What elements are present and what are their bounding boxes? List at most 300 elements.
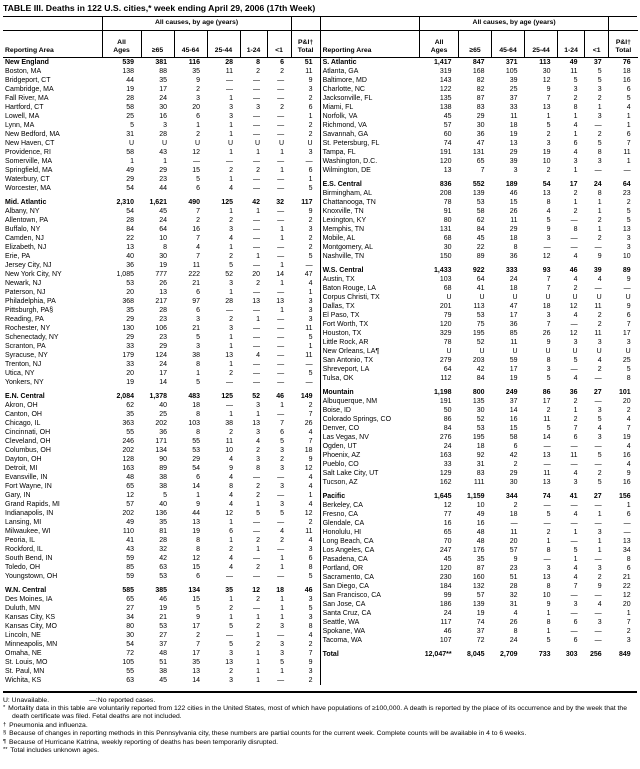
value-cell: 483: [188, 392, 200, 400]
col-header-65plus: ≥65: [141, 30, 174, 57]
value-cell: 19: [542, 148, 551, 156]
value-cell: 31: [476, 460, 485, 468]
value-cell: 37: [509, 94, 518, 102]
city-row: [321, 329, 638, 338]
header-group-row: [3, 17, 320, 30]
value-cell: 5: [626, 207, 631, 215]
value-cell: —: [594, 555, 602, 563]
value-cell: 17: [159, 85, 167, 93]
city-row: [3, 482, 320, 491]
value-cell: U: [572, 347, 578, 355]
reporting-area-cell: St. Paul, MN: [5, 667, 45, 675]
city-row: [321, 451, 638, 460]
value-cell: 4: [573, 469, 578, 477]
reporting-area-cell: Mid. Atlantic: [5, 198, 47, 206]
value-cell: 39: [593, 266, 602, 274]
value-cell: 11: [510, 112, 518, 120]
value-cell: 2: [256, 67, 260, 75]
city-row: [321, 537, 638, 546]
value-cell: 30: [159, 252, 167, 260]
value-cell: 138: [439, 103, 452, 111]
value-cell: 7: [573, 424, 578, 432]
value-cell: 13: [225, 351, 233, 359]
city-row: [3, 351, 320, 360]
value-cell: 117: [301, 198, 313, 206]
reporting-area-cell: Somerville, MA: [5, 157, 53, 165]
value-cell: 58: [476, 207, 485, 215]
value-cell: 6: [196, 572, 200, 580]
reporting-area-cell: Scranton, PA: [5, 342, 46, 350]
value-cell: 3: [229, 324, 233, 332]
value-cell: 1: [256, 676, 260, 684]
value-cell: —: [543, 501, 551, 509]
value-cell: 49: [569, 58, 578, 66]
value-cell: 4: [229, 500, 233, 508]
reporting-area-cell: Providence, RI: [5, 148, 51, 156]
value-cell: U: [128, 139, 134, 147]
value-cell: 79: [443, 311, 452, 319]
city-row: [3, 306, 320, 315]
value-cell: 16: [159, 112, 167, 120]
value-cell: 41: [569, 492, 578, 500]
value-cell: 18: [542, 302, 551, 310]
value-cell: U: [545, 293, 551, 301]
value-cell: 1,159: [467, 492, 485, 500]
value-cell: 3: [597, 85, 602, 93]
value-cell: 3: [229, 112, 233, 120]
value-cell: 2: [597, 94, 602, 102]
value-cell: 2: [196, 130, 200, 138]
value-cell: 21: [192, 279, 200, 287]
region-total-row: [321, 57, 638, 67]
city-row: [3, 545, 320, 554]
value-cell: 40: [126, 252, 134, 260]
header-cols-row: [3, 30, 320, 57]
value-cell: 3: [597, 433, 602, 441]
value-cell: 65: [476, 157, 485, 165]
value-cell: —: [253, 306, 260, 314]
value-cell: 5: [308, 604, 313, 612]
value-cell: 3: [196, 315, 200, 323]
value-cell: —: [226, 572, 233, 580]
value-cell: 1: [573, 555, 578, 563]
value-cell: 5: [597, 415, 602, 423]
city-row: [3, 437, 320, 446]
value-cell: —: [570, 243, 578, 251]
value-cell: —: [277, 369, 285, 377]
city-row: [321, 139, 638, 148]
value-cell: 2,709: [500, 650, 518, 658]
value-cell: U: [279, 139, 285, 147]
value-cell: U: [596, 347, 602, 355]
value-cell: 21: [622, 573, 631, 581]
value-cell: 3: [229, 103, 233, 111]
value-cell: 552: [472, 180, 485, 188]
city-row: [321, 243, 638, 252]
value-cell: 6: [573, 636, 578, 644]
city-row: [321, 284, 638, 293]
value-cell: 11: [570, 451, 578, 459]
value-cell: —: [277, 410, 285, 418]
value-cell: 33: [443, 460, 452, 468]
value-cell: 3: [513, 166, 518, 174]
value-cell: U: [307, 139, 313, 147]
value-cell: 4: [597, 275, 602, 283]
value-cell: 37: [159, 640, 167, 648]
value-cell: —: [570, 519, 578, 527]
value-cell: —: [277, 184, 285, 192]
value-cell: 2: [308, 676, 313, 684]
value-cell: 5: [229, 261, 233, 269]
value-cell: 1,417: [434, 58, 452, 66]
value-cell: 7: [480, 166, 485, 174]
value-cell: —: [594, 243, 602, 251]
reporting-area-cell: Utica, NY: [5, 369, 35, 377]
region-total-row: [321, 650, 638, 659]
value-cell: U: [194, 139, 200, 147]
value-cell: 2: [229, 667, 233, 675]
value-cell: 134: [155, 446, 167, 454]
value-cell: —: [253, 604, 260, 612]
value-cell: 1: [597, 225, 602, 233]
value-cell: 27: [126, 604, 134, 612]
value-cell: 59: [126, 554, 134, 562]
value-cell: 8: [196, 428, 200, 436]
value-cell: —: [277, 473, 285, 481]
reporting-area-cell: Canton, OH: [5, 410, 42, 418]
city-row: [321, 469, 638, 478]
value-cell: —: [253, 572, 260, 580]
value-cell: 53: [159, 572, 167, 580]
reporting-area-cell: New Haven, CT: [5, 139, 55, 147]
value-cell: 8: [163, 243, 167, 251]
value-cell: 35: [225, 586, 233, 594]
value-cell: 55: [126, 428, 134, 436]
city-row: [3, 527, 320, 536]
value-cell: 8: [597, 148, 602, 156]
value-cell: 12: [569, 329, 578, 337]
reporting-area-cell: Boise, ID: [322, 406, 351, 414]
value-cell: 36: [476, 130, 485, 138]
value-cell: 1: [626, 112, 631, 120]
value-cell: 40: [159, 500, 167, 508]
value-cell: 5: [229, 622, 233, 630]
value-cell: 8: [546, 618, 551, 626]
value-cell: 2: [196, 631, 200, 639]
value-cell: 1: [256, 148, 260, 156]
reporting-area-cell: Miami, FL: [322, 103, 354, 111]
value-cell: 29: [159, 342, 167, 350]
value-cell: 6: [626, 311, 631, 319]
value-cell: U: [625, 347, 631, 355]
value-cell: 344: [505, 492, 518, 500]
value-cell: 3: [597, 157, 602, 165]
reporting-area-cell: E.S. Central: [322, 180, 362, 188]
value-cell: 4: [256, 437, 260, 445]
value-cell: 51: [159, 658, 167, 666]
value-cell: 53: [159, 622, 167, 630]
value-cell: 31: [126, 130, 134, 138]
value-cell: 12: [192, 148, 200, 156]
value-cell: 36: [509, 252, 518, 260]
value-cell: 17: [159, 369, 167, 377]
reporting-area-cell: Salt Lake City, UT: [322, 469, 379, 477]
value-cell: 3: [308, 613, 313, 621]
value-cell: 3: [280, 622, 285, 630]
value-cell: 13: [192, 518, 200, 526]
header-spacer: [3, 17, 102, 30]
value-cell: 59: [126, 572, 134, 580]
value-cell: 9: [513, 555, 518, 563]
value-cell: 4: [308, 500, 313, 508]
value-cell: 6: [626, 130, 631, 138]
value-cell: 13: [126, 243, 134, 251]
value-cell: 1: [256, 613, 260, 621]
value-cell: 6: [513, 442, 518, 450]
city-row: [3, 360, 320, 369]
city-row: [321, 618, 638, 627]
value-cell: 7: [626, 139, 631, 147]
header-group-row: [321, 17, 638, 30]
value-cell: 35: [159, 76, 167, 84]
reporting-area-cell: Grand Rapids, MI: [5, 500, 60, 508]
value-cell: 1: [280, 279, 285, 287]
value-cell: 11: [623, 148, 631, 156]
value-cell: 41: [476, 284, 485, 292]
value-cell: 3: [308, 545, 313, 553]
value-cell: 4: [229, 563, 233, 571]
value-cell: 48: [476, 528, 485, 536]
city-row: [3, 225, 320, 234]
reporting-area-cell: Total: [322, 650, 339, 658]
value-cell: 6: [573, 433, 578, 441]
value-cell: 7: [626, 424, 631, 432]
value-cell: 36: [126, 261, 134, 269]
value-cell: 86: [443, 415, 452, 423]
reporting-area-cell: Wichita, KS: [5, 676, 42, 684]
value-cell: —: [570, 627, 578, 635]
value-cell: 18: [304, 446, 313, 454]
value-cell: 42: [252, 198, 260, 206]
reporting-area-cell: Tacoma, WA: [322, 636, 362, 644]
value-cell: 28: [159, 306, 167, 314]
reporting-area-cell: Akron, OH: [5, 401, 38, 409]
city-row: [321, 85, 638, 94]
value-cell: 4: [546, 207, 551, 215]
city-row: [321, 130, 638, 139]
value-cell: 29: [126, 333, 134, 341]
value-cell: 15: [509, 424, 518, 432]
value-cell: 4: [229, 234, 233, 242]
value-cell: —: [253, 324, 260, 332]
value-cell: 9: [626, 302, 631, 310]
footnote-marker: ¶: [3, 738, 7, 745]
value-cell: 44: [126, 76, 134, 84]
value-cell: 13: [542, 451, 551, 459]
value-cell: 191: [439, 148, 452, 156]
value-cell: 77: [443, 510, 452, 518]
reporting-area-cell: Lincoln, NE: [5, 631, 41, 639]
city-row: [321, 293, 638, 302]
reporting-area-cell: Austin, TX: [322, 275, 355, 283]
city-row: [3, 473, 320, 482]
value-cell: 14: [542, 433, 551, 441]
value-cell: —: [543, 243, 551, 251]
value-cell: 35: [476, 555, 485, 563]
reporting-area-cell: Reading, PA: [5, 315, 44, 323]
legend-line: [3, 696, 637, 705]
reporting-area-cell: Las Vegas, NV: [322, 433, 369, 441]
value-cell: 30: [542, 67, 551, 75]
value-cell: 20: [509, 537, 518, 545]
value-cell: 85: [126, 563, 134, 571]
value-cell: 139: [472, 600, 485, 608]
value-cell: 9: [546, 600, 551, 608]
value-cell: 2: [256, 279, 260, 287]
city-row: [3, 563, 320, 572]
reporting-area-cell: Houston, TX: [322, 329, 362, 337]
value-cell: 51: [304, 58, 313, 66]
value-cell: 97: [192, 297, 200, 305]
value-cell: 2: [256, 482, 260, 490]
value-cell: 12: [304, 464, 313, 472]
value-cell: 3: [280, 640, 285, 648]
value-cell: 29: [476, 112, 485, 120]
value-cell: 4: [573, 121, 578, 129]
value-cell: 44: [159, 184, 167, 192]
value-cell: —: [277, 360, 285, 368]
value-cell: 5: [546, 424, 551, 432]
value-cell: U: [479, 293, 485, 301]
value-cell: 30: [126, 631, 134, 639]
city-row: [3, 216, 320, 225]
value-cell: 38: [225, 419, 233, 427]
reporting-area-cell: Detroit, MI: [5, 464, 38, 472]
value-cell: 3: [280, 482, 285, 490]
value-cell: 2: [546, 130, 551, 138]
value-cell: —: [253, 225, 260, 233]
value-cell: 28: [159, 536, 167, 544]
reporting-area-cell: San Antonio, TX: [322, 356, 374, 364]
value-cell: 26: [304, 419, 313, 427]
value-cell: —: [570, 460, 578, 468]
value-cell: 78: [443, 338, 452, 346]
value-cell: 5: [308, 184, 313, 192]
value-cell: 12: [443, 501, 452, 509]
value-cell: 5: [546, 121, 551, 129]
reporting-area-cell: New Orleans, LA¶: [322, 347, 380, 355]
value-cell: 49: [126, 518, 134, 526]
value-cell: 3: [308, 667, 313, 675]
value-cell: 847: [472, 58, 485, 66]
value-cell: —: [277, 631, 285, 639]
reporting-area-cell: Newark, NJ: [5, 279, 42, 287]
reporting-area-cell: E.N. Central: [5, 392, 45, 400]
value-cell: 5: [229, 640, 233, 648]
value-cell: 113: [539, 58, 551, 66]
value-cell: 55: [192, 437, 200, 445]
reporting-area-cell: Springfield, MA: [5, 166, 53, 174]
value-cell: 14: [509, 406, 518, 414]
value-cell: 217: [155, 297, 167, 305]
value-cell: 4: [626, 103, 631, 111]
value-cell: 1: [626, 121, 631, 129]
value-cell: 64: [622, 180, 631, 188]
reporting-area-cell: San Francisco, CA: [322, 591, 381, 599]
value-cell: 28: [126, 216, 134, 224]
footnote: ** Total includes unknown ages.: [3, 747, 100, 754]
value-cell: 1: [229, 148, 233, 156]
value-cell: 12: [304, 509, 313, 517]
value-cell: 8: [513, 627, 518, 635]
value-cell: 6: [229, 527, 233, 535]
value-cell: 111: [473, 478, 485, 486]
reporting-area-cell: Norfolk, VA: [322, 112, 358, 120]
value-cell: 12: [542, 252, 551, 260]
value-cell: 93: [542, 266, 551, 274]
value-cell: —: [277, 572, 285, 580]
reporting-area-cell: Schenectady, NY: [5, 333, 59, 341]
value-cell: 1: [229, 342, 233, 350]
value-cell: 20: [622, 600, 631, 608]
value-cell: 30: [476, 406, 485, 414]
value-cell: 7: [546, 94, 551, 102]
value-cell: 247: [439, 546, 452, 554]
value-cell: 82: [476, 76, 485, 84]
value-cell: 13: [542, 103, 551, 111]
value-cell: 1: [256, 315, 260, 323]
value-cell: —: [277, 315, 285, 323]
value-cell: 1: [256, 631, 260, 639]
footnotes-section: [3, 696, 637, 756]
value-cell: 17: [192, 649, 200, 657]
value-cell: 16: [622, 478, 631, 486]
value-cell: 2: [256, 563, 260, 571]
region-total-row: [321, 180, 638, 189]
city-row: [3, 103, 320, 112]
value-cell: 18: [509, 510, 518, 518]
value-cell: 5: [308, 333, 313, 341]
value-cell: 38: [159, 667, 167, 675]
reporting-area-cell: South Bend, IN: [5, 554, 53, 562]
value-cell: 2: [229, 216, 233, 224]
value-cell: 53: [476, 424, 485, 432]
value-cell: 5: [130, 121, 134, 129]
reporting-area-cell: Jersey City, NJ: [5, 261, 52, 269]
reporting-area-cell: Albuquerque, NM: [322, 397, 378, 405]
city-row: [3, 622, 320, 631]
city-row: [3, 446, 320, 455]
value-cell: 1: [573, 112, 578, 120]
value-cell: 189: [505, 180, 518, 188]
value-cell: 35: [192, 658, 200, 666]
value-cell: 37: [593, 58, 602, 66]
value-cell: —: [277, 85, 285, 93]
value-cell: 19: [509, 374, 518, 382]
value-cell: 4: [308, 428, 313, 436]
value-cell: 8: [196, 545, 200, 553]
value-cell: 16: [622, 451, 631, 459]
value-cell: —: [277, 130, 285, 138]
value-cell: 17: [192, 622, 200, 630]
value-cell: 25: [126, 112, 134, 120]
value-cell: 2: [280, 455, 285, 463]
value-cell: 3: [573, 338, 578, 346]
deaths-table-right: [321, 17, 638, 659]
city-row: [3, 401, 320, 410]
value-cell: 50: [443, 406, 452, 414]
value-cell: 33: [509, 103, 518, 111]
